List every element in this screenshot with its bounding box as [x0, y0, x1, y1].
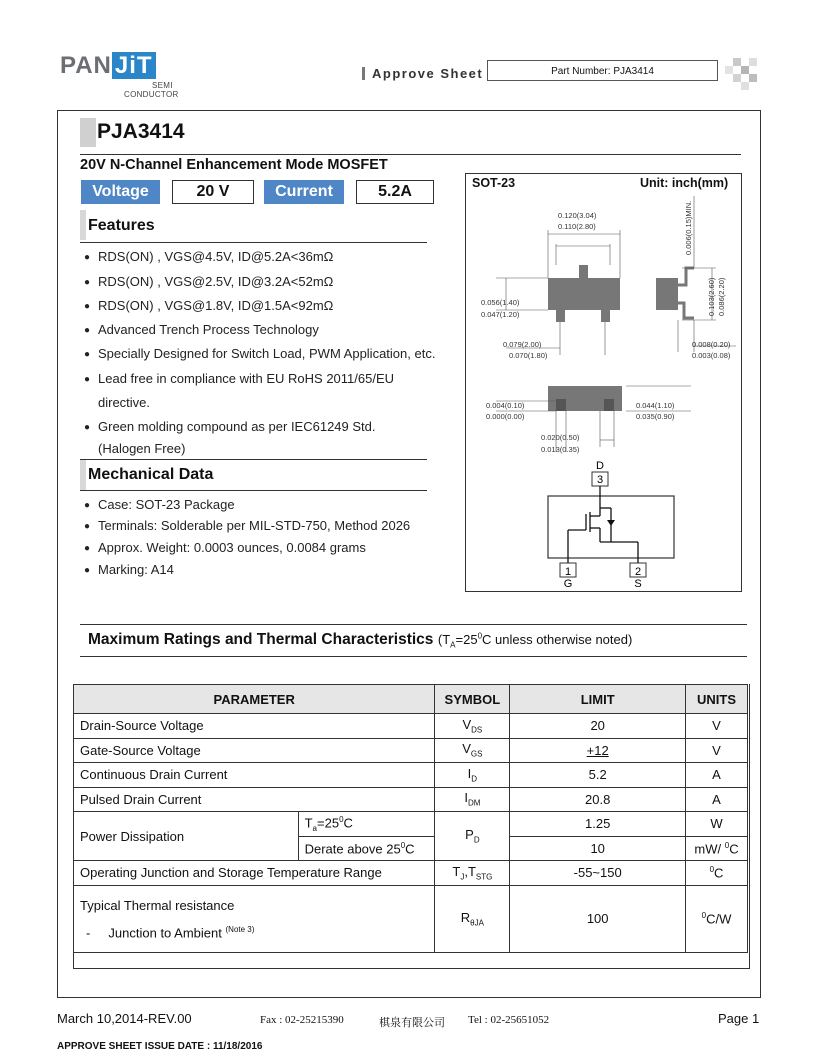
table-row-power-1 — [74, 812, 748, 837]
cell-symbol: $I_{DM}$ — [435, 787, 510, 812]
header-limit: LIMIT — [510, 685, 686, 714]
logo-jit-text: JiT — [112, 52, 156, 79]
front-pin-left — [556, 399, 566, 411]
bullet-icon: ● — [84, 543, 91, 554]
table-row — [74, 738, 748, 763]
mech-rule — [80, 490, 427, 491]
cell-limit: 5.2 — [510, 763, 686, 788]
thermal-title: Typical Thermal resistance — [80, 897, 235, 913]
feature-item: RDS(ON) , VGS@4.5V, ID@5.2A<36mΩ — [98, 249, 334, 264]
cell-unit: $^0$C/W — [686, 885, 748, 952]
footer-rule — [57, 997, 760, 998]
package-drawing — [466, 190, 738, 588]
footer-issue-date: APPROVE SHEET ISSUE DATE : 11/18/2016 — [57, 1041, 263, 1052]
feature-item: Advanced Trench Process Technology — [98, 322, 319, 337]
dim-label: 0.003(0.08) — [692, 351, 731, 360]
front-pin-right — [604, 399, 614, 411]
cell-limit: 1.25 — [510, 812, 686, 837]
logo-pan-text: PAN — [60, 52, 112, 79]
package-name: SOT-23 — [472, 176, 516, 190]
product-subtitle: 20V N-Channel Enhancement Mode MOSFET — [80, 157, 388, 173]
table-header-row — [74, 685, 748, 714]
approve-sheet-label: Approve Sheet — [372, 66, 484, 81]
pin-bottom-right — [601, 310, 610, 322]
pin-top — [579, 265, 588, 278]
condition-text: =25 — [455, 632, 478, 647]
table-row — [74, 763, 748, 788]
cell-symbol: $V_{DS}$ — [435, 714, 510, 739]
bullet-icon: ● — [84, 500, 91, 511]
mechanical-item: Approx. Weight: 0.0003 ounces, 0.0084 grams — [98, 540, 366, 555]
cell-symbol: $I_D$ — [435, 763, 510, 788]
condition-sub: A — [450, 640, 456, 650]
footer-fax: Fax : 02-25215390 — [260, 1014, 344, 1026]
dim-label: 0.006(0.15)MIN. — [684, 200, 693, 255]
dim-label: 0.044(1.10) — [636, 401, 675, 410]
cell-condition: $T_a=25^0C$ — [298, 812, 435, 837]
mechanical-item: Case: SOT-23 Package — [98, 497, 235, 512]
bullet-icon: ● — [84, 277, 91, 288]
dim-label: 0.103(2.60) — [707, 277, 716, 316]
dim-label: 0.079(2.00) — [503, 340, 542, 349]
title-rule — [80, 154, 741, 155]
dim-label: 0.008(0.20) — [692, 340, 731, 349]
part-number-box: Part Number: PJA3414 — [487, 60, 718, 81]
voltage-label: Voltage — [81, 180, 160, 204]
voltage-value: 20 V — [172, 180, 254, 204]
cell-unit: $^0$C — [686, 861, 748, 886]
dim-label: 0.020(0.50) — [541, 433, 580, 442]
package-body-top — [548, 278, 620, 310]
table-row-thermal — [74, 885, 748, 952]
ratings-condition — [437, 631, 633, 650]
approve-marker — [362, 67, 365, 80]
cell-param: Continuous Drain Current — [74, 763, 435, 788]
dim-label: 0.000(0.00) — [486, 412, 525, 421]
ratings-title-row — [88, 631, 632, 650]
footer-tel: Tel : 02-25651052 — [468, 1014, 550, 1026]
feature-item: Green molding compound as per IEC61249 Std. — [98, 419, 376, 434]
bullet-icon: ● — [84, 325, 91, 336]
feature-item: Lead free in compliance with EU RoHS 2011/65/EU — [98, 371, 395, 386]
header-symbol: SYMBOL — [435, 685, 510, 714]
footer-page: Page 1 — [718, 1011, 760, 1026]
features-rule — [80, 242, 427, 243]
pin-1-number: 1 — [564, 566, 572, 578]
header-units: UNITS — [686, 685, 748, 714]
cell-symbol: $R_{\theta JA}$ — [435, 885, 510, 952]
cell-param: Power Dissipation — [74, 812, 299, 861]
mechanical-item: Marking: A14 — [98, 562, 174, 577]
dim-label: 0.110(2.80) — [558, 222, 596, 231]
dim-label: 0.035(0.90) — [636, 412, 675, 421]
condition-text: C unless otherwise noted) — [482, 632, 633, 647]
cell-limit: 100 — [510, 885, 686, 952]
dim-label: 0.086(2.20) — [717, 277, 726, 316]
cell-limit: +12 — [510, 738, 686, 763]
condition-text: (T — [437, 632, 451, 647]
product-title: PJA3414 — [97, 120, 185, 143]
logo-semi: SEMI — [152, 81, 173, 90]
package-body-side — [656, 278, 678, 310]
cell-param: Drain-Source Voltage — [74, 714, 435, 739]
dim-label: 0.004(0.10) — [486, 401, 525, 410]
cell-param: Operating Junction and Storage Temperature Range — [74, 861, 435, 886]
dim-label: 0.070(1.80) — [509, 351, 548, 360]
mech-top-rule — [80, 459, 427, 460]
dim-label: 0.120(3.04) — [558, 211, 597, 220]
dim-label: 0.047(1.20) — [481, 310, 520, 319]
feature-item: Specially Designed for Switch Load, PWM Application, etc. — [98, 346, 436, 361]
cell-unit: A — [686, 763, 748, 788]
bullet-icon: ● — [84, 349, 91, 360]
cell-symbol: $T_J,T_{STG}$ — [435, 861, 510, 886]
company-logo — [60, 52, 156, 80]
bullet-icon: ● — [84, 521, 91, 532]
cell-limit: -55~150 — [510, 861, 686, 886]
pin-s-label: S — [634, 578, 642, 588]
current-label: Current — [264, 180, 344, 204]
bullet-icon: ● — [84, 252, 91, 263]
mechanical-title: Mechanical Data — [88, 466, 214, 483]
title-accent — [80, 118, 96, 147]
feature-item: RDS(ON) , VGS@2.5V, ID@3.2A<52mΩ — [98, 274, 334, 289]
condition-sup: 0 — [477, 631, 483, 641]
footer-date: March 10,2014-REV.00 — [57, 1011, 192, 1026]
thermal-sub: - Junction to Ambient $^{(Note 3)}$ — [86, 924, 255, 940]
cell-unit: mW/ $^0$C — [686, 836, 748, 861]
footer-company: 棋泉有限公司 — [379, 1017, 445, 1029]
mechanical-item: Terminals: Solderable per MIL-STD-750, Method 2026 — [98, 518, 411, 533]
cell-symbol: $P_D$ — [435, 812, 510, 861]
features-accent — [80, 210, 86, 240]
header-parameter: PARAMETER — [74, 685, 435, 714]
table-row — [74, 714, 748, 739]
table-row — [74, 861, 748, 886]
ratings-table — [73, 684, 748, 953]
cell-param: Gate-Source Voltage — [74, 738, 435, 763]
dim-label: 0.013(0.35) — [541, 445, 580, 454]
pin-g-label: G — [563, 578, 573, 588]
cell-limit: 20 — [510, 714, 686, 739]
cell-unit: W — [686, 812, 748, 837]
cell-param: Pulsed Drain Current — [74, 787, 435, 812]
cell-unit: A — [686, 787, 748, 812]
pin-bottom-left — [556, 310, 565, 322]
bullet-icon: ● — [84, 374, 91, 385]
feature-item-continued: directive. — [98, 395, 151, 410]
table-row — [74, 787, 748, 812]
features-title: Features — [88, 217, 155, 234]
dim-label: 0.056(1.40) — [481, 298, 520, 307]
logo-conductor: CONDUCTOR — [124, 90, 179, 99]
pin-3-number: 3 — [596, 474, 604, 486]
pin-d-label: D — [596, 460, 604, 472]
current-value: 5.2A — [356, 180, 434, 204]
bullet-icon: ● — [84, 422, 91, 433]
cell-param — [74, 885, 435, 952]
bullet-icon: ● — [84, 301, 91, 312]
pin-2-number: 2 — [634, 566, 642, 578]
bullet-icon: ● — [84, 565, 91, 576]
ratings-top-rule — [80, 624, 747, 625]
ratings-title: Maximum Ratings and Thermal Characteristics — [88, 631, 434, 648]
cell-condition: Derate above $25^0C$ — [298, 836, 435, 861]
ratings-bottom-rule — [80, 656, 747, 657]
cell-symbol: $V_{GS}$ — [435, 738, 510, 763]
cell-unit: V — [686, 738, 748, 763]
mech-accent — [80, 460, 86, 490]
feature-item-continued: (Halogen Free) — [98, 441, 186, 456]
cell-limit: 10 — [510, 836, 686, 861]
side-lead — [678, 268, 694, 318]
cell-unit: V — [686, 714, 748, 739]
diode-icon — [607, 520, 615, 526]
mosfet-symbol — [568, 486, 638, 563]
feature-item: RDS(ON) , VGS@1.8V, ID@1.5A<92mΩ — [98, 298, 334, 313]
cell-limit: 20.8 — [510, 787, 686, 812]
package-unit: Unit: inch(mm) — [640, 176, 729, 190]
